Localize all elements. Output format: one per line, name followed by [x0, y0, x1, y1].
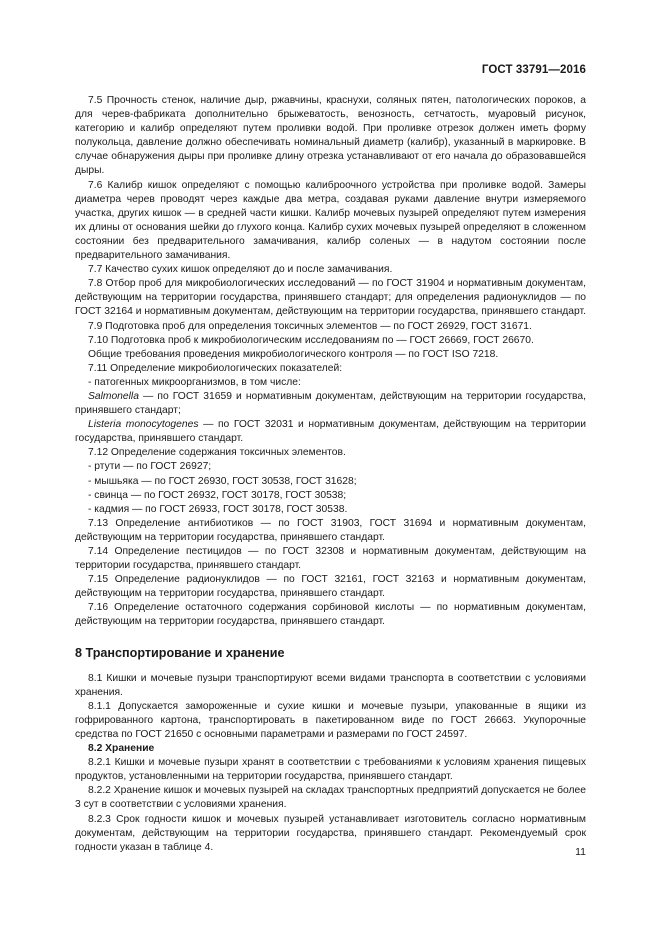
list-item-cadmium: - кадмия — по ГОСТ 26933, ГОСТ 30178, ГОСТ 30538.	[88, 503, 348, 515]
term-salmonella: Salmonella	[88, 390, 139, 402]
list-item-listeria	[75, 418, 586, 446]
list-item-mercury: - ртути — по ГОСТ 26927;	[88, 461, 212, 473]
paragraph-7-8: 7.8 Отбор проб для микробиологических исследований — по ГОСТ 31904 и нормативным документам, действующим на территории государства, принявшего стандарт; для определения радионуклидов — по ГОСТ 32164 и нормативным документам, действующим на территории государства, принявшего стандарт.	[75, 278, 586, 318]
paragraph-8-2-2: 8.2.2 Хранение кишок и мочевых пузырей на складах транспортных предприятий допускается не более 3 сут в соответствии с условиями хранения.	[75, 785, 586, 811]
paragraph-7-14: 7.14 Определение пестицидов — по ГОСТ 32308 и нормативным документам, действующим на территории государства, принявшего стандарт.	[75, 546, 586, 572]
paragraph-7-5: 7.5 Прочность стенок, наличие дыр, ржавчины, краснухи, соляных пятен, патологических пороков, а для черев-фабриката дополнительно брыжеватость, венозность, сетчатость, муаровый рисунок, категорию и калибр определяют путем проливки водой. При проливке отрезок должен иметь форму полукольца, давление должно обеспечивать номинальный диаметр (калибр), указанный в маркировке. В случае обнаружения дыры при проливке длину отрезка устанавливают от его начала до образовавшейся дыры.	[75, 95, 586, 177]
page-number: 11	[575, 846, 586, 858]
list-item-pathogens: - патогенных микроорганизмов, в том числе:	[88, 376, 301, 388]
list-item-arsenic: - мышьяка — по ГОСТ 26930, ГОСТ 30538, ГОСТ 31628;	[88, 475, 357, 487]
paragraph-7-15: 7.15 Определение радионуклидов — по ГОСТ 32161, ГОСТ 32163 и нормативным документам, действующим на территории государства, принявшего стандарт.	[75, 574, 586, 600]
paragraph-7-6: 7.6 Калибр кишок определяют с помощью калиброочного устройства при проливке водой. Замеры диаметра черев проводят через каждые два метра, создавая руками давление внутри измеряемого участка, других кишок — в средней части кишки. Калибр мочевых пузырей определяют путем измерения их длины от основания шейки до глухого конца. Калибр сухих мочевых пузырей определяют в сложенном состоянии без предварительного замачивания, калибр соленых — в надутом состоянии после предварительного замачивания.	[75, 179, 586, 262]
paragraph-8-2-1: 8.2.1 Кишки и мочевые пузыри хранят в соответствии с требованиями к условиям хранения пищевых продуктов, установленными на территории государства, принявшего стандарт.	[75, 757, 586, 783]
paragraph-7-10: 7.10 Подготовка проб к микробиологическим исследованиям по — ГОСТ 26669, ГОСТ 26670.	[88, 334, 534, 346]
page-content	[75, 94, 586, 855]
text-listeria: — по ГОСТ 32031 и нормативным документам, действующим на территории государства, принявшего стандарт.	[75, 419, 586, 445]
paragraph-7-16: 7.16 Определение остаточного содержания сорбиновой кислоты — по нормативным документам, действующим на территории государства, принявшего стандарт.	[75, 602, 586, 628]
paragraph-7-9: 7.9 Подготовка проб для определения токсичных элементов — по ГОСТ 26929, ГОСТ 31671.	[88, 320, 532, 332]
term-listeria: Listeria monocytogenes	[88, 419, 199, 431]
paragraph-7-7: 7.7 Качество сухих кишок определяют до и после замачивания.	[88, 264, 393, 276]
paragraph-8-2-3: 8.2.3 Срок годности кишок и мочевых пузырей устанавливает изготовитель согласно нормативным документам, действующим на территории государства, принявшего стандарт. Рекомендуемый срок годности указан в таблице 4.	[75, 813, 586, 853]
paragraph-7-13: 7.13 Определение антибиотиков — по ГОСТ 31903, ГОСТ 31694 и нормативным документам, действующим на территории государства, принявшего стандарт.	[75, 517, 586, 543]
subsection-8-2-title: 8.2 Хранение	[88, 743, 155, 755]
text-salmonella: — по ГОСТ 31659 и нормативным документам, действующим на территории государства, принявшего стандарт;	[75, 390, 586, 417]
paragraph-7-11: 7.11 Определение микробиологических показателей:	[88, 362, 343, 374]
paragraph-7-10-general: Общие требования проведения микробиологического контроля — по ГОСТ ISO 7218.	[88, 348, 499, 360]
paragraph-7-12: 7.12 Определение содержания токсичных элементов.	[88, 447, 346, 459]
list-item-lead: - свинца — по ГОСТ 26932, ГОСТ 30178, ГОСТ 30538;	[88, 489, 347, 501]
paragraph-8-1-1: 8.1.1 Допускается замороженные и сухие кишки и мочевые пузыри, упакованные в ящики из гофрированного картона, транспортировать в пакетированном виде по ГОСТ 26663. Укупорочные средства по ГОСТ 21650 с основными параметрами и размерами по ГОСТ 24597.	[75, 700, 586, 740]
page-header-standard: ГОСТ 33791—2016	[481, 64, 586, 76]
list-item-salmonella	[75, 390, 586, 418]
section-8-title: 8 Транспортирование и хранение	[75, 645, 285, 660]
paragraph-8-1: 8.1 Кишки и мочевые пузыри транспортируют всеми видами транспорта в соответствии с условиями хранения.	[75, 672, 586, 698]
